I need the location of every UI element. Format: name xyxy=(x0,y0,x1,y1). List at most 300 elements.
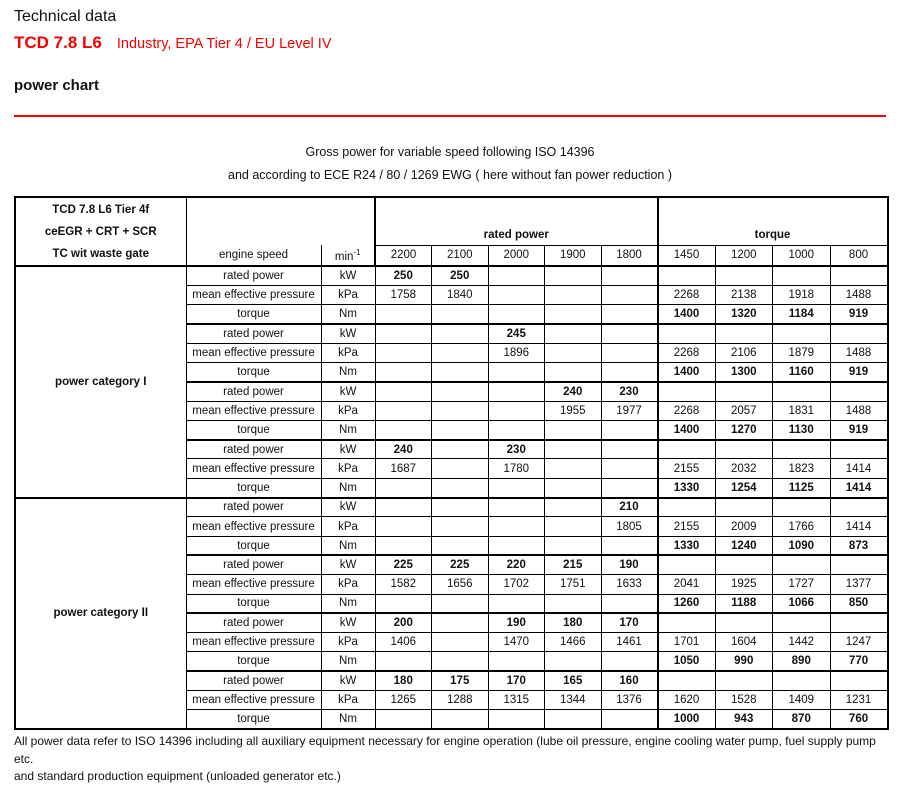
speed-column-header: 1000 xyxy=(773,245,831,266)
value-cell xyxy=(658,613,716,632)
value-cell: 1633 xyxy=(601,575,658,594)
unit-cell: kW xyxy=(321,671,375,690)
row-label-cell: rated power xyxy=(186,324,321,343)
value-cell xyxy=(375,517,432,536)
value-cell xyxy=(432,536,489,555)
value-cell xyxy=(658,382,716,401)
speed-column-header: 1800 xyxy=(601,245,658,266)
value-cell xyxy=(432,498,489,517)
value-cell: 1620 xyxy=(658,691,716,710)
footnote-line-2: and standard production equipment (unloaded generator etc.) xyxy=(14,769,341,784)
value-cell: 1066 xyxy=(773,594,831,613)
row-label-cell: rated power xyxy=(186,266,321,285)
value-cell: 1488 xyxy=(830,343,888,362)
speed-column-header: 1450 xyxy=(658,245,716,266)
value-cell xyxy=(545,517,602,536)
value-cell: 1414 xyxy=(830,478,888,497)
rated-power-group-header: rated power xyxy=(375,197,658,245)
value-cell: 870 xyxy=(773,710,831,729)
unit-cell: kPa xyxy=(321,517,375,536)
table-row xyxy=(15,498,888,517)
value-cell: 1701 xyxy=(658,633,716,652)
value-cell xyxy=(375,498,432,517)
value-cell xyxy=(488,362,545,381)
row-label-cell: torque xyxy=(186,594,321,613)
value-cell xyxy=(658,324,716,343)
value-cell xyxy=(432,382,489,401)
speed-column-header: 2100 xyxy=(432,245,489,266)
row-label-cell: mean effective pressure xyxy=(186,633,321,652)
power-chart-table xyxy=(14,196,889,730)
value-cell xyxy=(488,285,545,304)
value-cell: 2268 xyxy=(658,401,716,420)
value-cell xyxy=(375,362,432,381)
value-cell xyxy=(375,478,432,497)
row-label-cell: torque xyxy=(186,362,321,381)
value-cell xyxy=(432,362,489,381)
value-cell: 1300 xyxy=(715,362,773,381)
value-cell xyxy=(715,613,773,632)
value-cell: 1977 xyxy=(601,401,658,420)
value-cell: 2268 xyxy=(658,285,716,304)
caption-line-1: Gross power for variable speed following ISO 14396 xyxy=(305,145,595,159)
value-cell xyxy=(488,382,545,401)
engine-speed-unit: $\min^{-1}$ xyxy=(321,245,375,266)
value-cell xyxy=(715,555,773,574)
unit-cell: kPa xyxy=(321,459,375,478)
value-cell xyxy=(830,498,888,517)
value-cell xyxy=(658,440,716,459)
value-cell xyxy=(375,305,432,324)
red-rule xyxy=(14,115,886,117)
value-cell xyxy=(601,420,658,439)
value-cell: 250 xyxy=(432,266,489,285)
row-label-cell: rated power xyxy=(186,440,321,459)
category-cell: power category I xyxy=(15,266,186,498)
value-cell xyxy=(432,478,489,497)
value-cell xyxy=(658,266,716,285)
unit-cell: kW xyxy=(321,613,375,632)
value-cell xyxy=(601,343,658,362)
value-cell: 919 xyxy=(830,362,888,381)
unit-cell: Nm xyxy=(321,652,375,671)
value-cell xyxy=(488,401,545,420)
value-cell xyxy=(715,324,773,343)
value-cell xyxy=(545,498,602,517)
unit-cell: Nm xyxy=(321,478,375,497)
value-cell xyxy=(488,498,545,517)
table-row xyxy=(15,266,888,285)
corner-line-1: TCD 7.8 L6 Tier 4f xyxy=(52,203,150,216)
value-cell: 1344 xyxy=(545,691,602,710)
value-cell: 770 xyxy=(830,652,888,671)
value-cell: 1090 xyxy=(773,536,831,555)
value-cell xyxy=(545,440,602,459)
value-cell xyxy=(773,555,831,574)
header-group-row xyxy=(15,197,888,245)
value-cell xyxy=(601,594,658,613)
value-cell xyxy=(773,382,831,401)
value-cell: 1528 xyxy=(715,691,773,710)
value-cell xyxy=(432,633,489,652)
speed-column-header: 1200 xyxy=(715,245,773,266)
unit-cell: Nm xyxy=(321,536,375,555)
value-cell: 1751 xyxy=(545,575,602,594)
value-cell xyxy=(658,555,716,574)
value-cell xyxy=(601,710,658,729)
value-cell: 1254 xyxy=(715,478,773,497)
row-label-cell: rated power xyxy=(186,555,321,574)
value-cell: 2041 xyxy=(658,575,716,594)
value-cell xyxy=(830,324,888,343)
value-cell: 1488 xyxy=(830,285,888,304)
value-cell: 1050 xyxy=(658,652,716,671)
value-cell xyxy=(488,710,545,729)
value-cell xyxy=(432,420,489,439)
value-cell: 1330 xyxy=(658,536,716,555)
row-label-cell: rated power xyxy=(186,671,321,690)
value-cell xyxy=(375,710,432,729)
value-cell: 180 xyxy=(375,671,432,690)
value-cell xyxy=(432,594,489,613)
value-cell xyxy=(545,478,602,497)
unit-cell: kW xyxy=(321,266,375,285)
value-cell xyxy=(545,536,602,555)
value-cell: 850 xyxy=(830,594,888,613)
value-cell: 1320 xyxy=(715,305,773,324)
value-cell xyxy=(715,671,773,690)
value-cell: 240 xyxy=(545,382,602,401)
value-cell xyxy=(601,305,658,324)
row-label-cell: torque xyxy=(186,305,321,324)
value-cell: 1879 xyxy=(773,343,831,362)
value-cell xyxy=(601,362,658,381)
value-cell xyxy=(432,305,489,324)
row-label-cell: torque xyxy=(186,536,321,555)
value-cell xyxy=(375,536,432,555)
value-cell: 2057 xyxy=(715,401,773,420)
unit-cell: kPa xyxy=(321,343,375,362)
value-cell: 1231 xyxy=(830,691,888,710)
value-cell xyxy=(658,671,716,690)
value-cell: 200 xyxy=(375,613,432,632)
value-cell xyxy=(830,671,888,690)
value-cell xyxy=(432,343,489,362)
value-cell: 1461 xyxy=(601,633,658,652)
unit-cell: Nm xyxy=(321,420,375,439)
table-caption xyxy=(14,141,886,187)
value-cell: 1270 xyxy=(715,420,773,439)
value-cell xyxy=(545,652,602,671)
value-cell xyxy=(375,401,432,420)
row-label-cell: torque xyxy=(186,478,321,497)
value-cell xyxy=(432,710,489,729)
value-cell xyxy=(545,594,602,613)
value-cell xyxy=(773,613,831,632)
unit-cell: kPa xyxy=(321,691,375,710)
value-cell xyxy=(773,671,831,690)
unit-cell: kW xyxy=(321,324,375,343)
row-label-cell: torque xyxy=(186,420,321,439)
unit-cell: kW xyxy=(321,382,375,401)
value-cell: 1188 xyxy=(715,594,773,613)
category-cell: power category II xyxy=(15,498,186,730)
value-cell: 2268 xyxy=(658,343,716,362)
value-cell: 1247 xyxy=(830,633,888,652)
value-cell xyxy=(545,285,602,304)
value-cell xyxy=(375,343,432,362)
value-cell: 220 xyxy=(488,555,545,574)
value-cell: 165 xyxy=(545,671,602,690)
value-cell: 1488 xyxy=(830,401,888,420)
value-cell xyxy=(715,440,773,459)
row-label-cell: rated power xyxy=(186,613,321,632)
model-subtitle: Industry, EPA Tier 4 / EU Level IV xyxy=(116,36,332,52)
value-cell: 1414 xyxy=(830,459,888,478)
value-cell: 175 xyxy=(432,671,489,690)
value-cell: 1727 xyxy=(773,575,831,594)
value-cell: 1896 xyxy=(488,343,545,362)
unit-cell: Nm xyxy=(321,362,375,381)
unit-cell: kPa xyxy=(321,633,375,652)
value-cell xyxy=(488,305,545,324)
value-cell: 215 xyxy=(545,555,602,574)
value-cell: 760 xyxy=(830,710,888,729)
value-cell: 1265 xyxy=(375,691,432,710)
value-cell: 2032 xyxy=(715,459,773,478)
value-cell: 225 xyxy=(375,555,432,574)
section-title: power chart xyxy=(14,77,100,94)
value-cell: 1470 xyxy=(488,633,545,652)
value-cell: 1184 xyxy=(773,305,831,324)
value-cell: 2009 xyxy=(715,517,773,536)
engine-speed-label: engine speed xyxy=(186,245,321,266)
row-label-cell: mean effective pressure xyxy=(186,459,321,478)
value-cell xyxy=(488,420,545,439)
row-label-cell: rated power xyxy=(186,382,321,401)
unit-cell: kW xyxy=(321,498,375,517)
value-cell xyxy=(375,652,432,671)
value-cell: 1288 xyxy=(432,691,489,710)
value-cell xyxy=(601,478,658,497)
row-label-cell: mean effective pressure xyxy=(186,285,321,304)
value-cell xyxy=(545,343,602,362)
value-cell xyxy=(601,459,658,478)
header-spacer xyxy=(186,197,375,245)
value-cell: 225 xyxy=(432,555,489,574)
value-cell xyxy=(601,324,658,343)
row-label-cell: torque xyxy=(186,710,321,729)
value-cell: 1805 xyxy=(601,517,658,536)
row-label-cell: torque xyxy=(186,652,321,671)
value-cell: 190 xyxy=(488,613,545,632)
value-cell: 1406 xyxy=(375,633,432,652)
corner-line-2: ceEGR + CRT + SCR xyxy=(44,225,157,238)
model-line xyxy=(14,32,886,55)
value-cell: 1125 xyxy=(773,478,831,497)
row-label-cell: mean effective pressure xyxy=(186,517,321,536)
unit-cell: kW xyxy=(321,555,375,574)
value-cell xyxy=(375,594,432,613)
torque-group-header: torque xyxy=(658,197,888,245)
value-cell: 2106 xyxy=(715,343,773,362)
value-cell: 250 xyxy=(375,266,432,285)
value-cell: 1377 xyxy=(830,575,888,594)
value-cell: 1260 xyxy=(658,594,716,613)
value-cell: 1315 xyxy=(488,691,545,710)
value-cell: 1582 xyxy=(375,575,432,594)
unit-cell: kW xyxy=(321,440,375,459)
value-cell xyxy=(545,305,602,324)
value-cell: 240 xyxy=(375,440,432,459)
value-cell xyxy=(545,324,602,343)
value-cell xyxy=(601,266,658,285)
value-cell xyxy=(545,420,602,439)
value-cell: 1918 xyxy=(773,285,831,304)
value-cell: 180 xyxy=(545,613,602,632)
unit-cell: Nm xyxy=(321,710,375,729)
value-cell xyxy=(601,652,658,671)
unit-cell: kPa xyxy=(321,401,375,420)
footnote xyxy=(14,733,886,786)
value-cell xyxy=(545,266,602,285)
value-cell: 230 xyxy=(601,382,658,401)
row-label-cell: mean effective pressure xyxy=(186,401,321,420)
value-cell: 1955 xyxy=(545,401,602,420)
value-cell xyxy=(830,613,888,632)
value-cell xyxy=(432,401,489,420)
value-cell: 1376 xyxy=(601,691,658,710)
value-cell xyxy=(432,652,489,671)
value-cell: 1702 xyxy=(488,575,545,594)
value-cell: 1400 xyxy=(658,420,716,439)
value-cell: 230 xyxy=(488,440,545,459)
value-cell: 1780 xyxy=(488,459,545,478)
value-cell xyxy=(601,285,658,304)
table-corner-cell xyxy=(15,197,186,266)
unit-cell: Nm xyxy=(321,594,375,613)
value-cell xyxy=(375,420,432,439)
value-cell: 1925 xyxy=(715,575,773,594)
value-cell xyxy=(488,517,545,536)
value-cell: 245 xyxy=(488,324,545,343)
value-cell xyxy=(545,710,602,729)
value-cell: 2155 xyxy=(658,459,716,478)
value-cell: 1823 xyxy=(773,459,831,478)
value-cell: 1766 xyxy=(773,517,831,536)
corner-line-3: TC wit waste gate xyxy=(52,247,149,260)
value-cell: 1656 xyxy=(432,575,489,594)
row-label-cell: mean effective pressure xyxy=(186,575,321,594)
value-cell: 943 xyxy=(715,710,773,729)
caption-line-2: and according to ECE R24 / 80 / 1269 EWG ( here without fan power reduction ) xyxy=(228,168,672,182)
value-cell: 160 xyxy=(601,671,658,690)
value-cell xyxy=(488,478,545,497)
value-cell xyxy=(773,498,831,517)
value-cell xyxy=(773,266,831,285)
value-cell: 1130 xyxy=(773,420,831,439)
value-cell xyxy=(488,652,545,671)
value-cell: 890 xyxy=(773,652,831,671)
value-cell xyxy=(432,459,489,478)
value-cell: 1758 xyxy=(375,285,432,304)
value-cell: 2155 xyxy=(658,517,716,536)
value-cell xyxy=(601,536,658,555)
unit-cell: Nm xyxy=(321,305,375,324)
row-label-cell: rated power xyxy=(186,498,321,517)
value-cell: 1414 xyxy=(830,517,888,536)
value-cell: 170 xyxy=(488,671,545,690)
unit-cell: kPa xyxy=(321,285,375,304)
value-cell xyxy=(830,382,888,401)
value-cell xyxy=(715,382,773,401)
value-cell: 1831 xyxy=(773,401,831,420)
value-cell: 210 xyxy=(601,498,658,517)
value-cell xyxy=(601,440,658,459)
value-cell xyxy=(432,613,489,632)
page-title: Technical data xyxy=(14,8,117,25)
value-cell xyxy=(488,536,545,555)
value-cell: 170 xyxy=(601,613,658,632)
value-cell xyxy=(830,555,888,574)
value-cell: 190 xyxy=(601,555,658,574)
row-label-cell: mean effective pressure xyxy=(186,691,321,710)
speed-column-header: 1900 xyxy=(545,245,602,266)
value-cell: 1400 xyxy=(658,362,716,381)
value-cell xyxy=(830,266,888,285)
value-cell: 1409 xyxy=(773,691,831,710)
row-label-cell: mean effective pressure xyxy=(186,343,321,362)
value-cell: 919 xyxy=(830,420,888,439)
value-cell xyxy=(773,440,831,459)
model-name: TCD 7.8 L6 xyxy=(14,33,102,52)
value-cell xyxy=(715,498,773,517)
speed-column-header: 2000 xyxy=(488,245,545,266)
value-cell xyxy=(375,382,432,401)
value-cell: 1840 xyxy=(432,285,489,304)
value-cell: 1466 xyxy=(545,633,602,652)
value-cell: 1240 xyxy=(715,536,773,555)
value-cell xyxy=(545,459,602,478)
value-cell: 1442 xyxy=(773,633,831,652)
value-cell: 919 xyxy=(830,305,888,324)
value-cell xyxy=(488,594,545,613)
value-cell: 990 xyxy=(715,652,773,671)
value-cell xyxy=(715,266,773,285)
speed-column-header: 800 xyxy=(830,245,888,266)
footnote-line-1: All power data refer to ISO 14396 including all auxiliary equipment necessary for engine operation (lube oil pressure, engine cooling water pump, fuel supply pump etc. xyxy=(14,734,876,766)
value-cell: 873 xyxy=(830,536,888,555)
value-cell: 1604 xyxy=(715,633,773,652)
value-cell xyxy=(375,324,432,343)
value-cell xyxy=(432,324,489,343)
value-cell xyxy=(432,440,489,459)
value-cell xyxy=(830,440,888,459)
value-cell: 1400 xyxy=(658,305,716,324)
value-cell: 2138 xyxy=(715,285,773,304)
unit-cell: kPa xyxy=(321,575,375,594)
value-cell: 1160 xyxy=(773,362,831,381)
value-cell: 1330 xyxy=(658,478,716,497)
value-cell xyxy=(545,362,602,381)
value-cell: 1000 xyxy=(658,710,716,729)
speed-column-header: 2200 xyxy=(375,245,432,266)
value-cell xyxy=(432,517,489,536)
value-cell xyxy=(488,266,545,285)
value-cell: 1687 xyxy=(375,459,432,478)
value-cell xyxy=(773,324,831,343)
value-cell xyxy=(658,498,716,517)
